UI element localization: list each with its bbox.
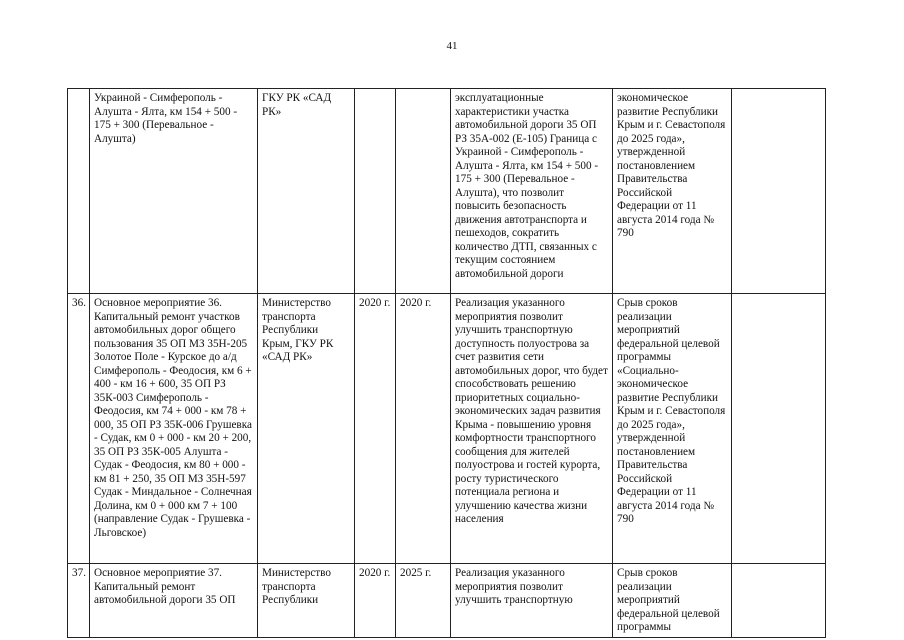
measure-name: Основное мероприятие 37. Капитальный ремонт автомобильной дороги 35 ОП (90, 564, 258, 638)
start-year (355, 89, 396, 294)
row-number: 36. (68, 294, 90, 564)
end-year (396, 89, 451, 294)
extra-column (732, 89, 826, 294)
executor: ГКУ РК «САД РК» (258, 89, 355, 294)
measure-name: Основное мероприятие 36. Капитальный ремонт участков автомобильных дорог общего пользования 35 ОП МЗ 35Н-205 Золотое Поле - Курское до а/д Симферополь - Феодосия, км 6 + 400 - км 16 + 600, 35 ОП РЗ 35К-003 Симферополь - Феодосия, км 74 + 000 - км 78 + 000, 35 ОП РЗ 35К-006 Грушевка - Судак, км 0 + 000 - км 20 + 200, 35 ОП РЗ 35К-005 Алушта - Судак - Феодосия, км 80 + 000 - км 81 + 250, 35 ОП МЗ 35Н-597 Судак - Миндальное - Солнечная Долина, км 0 + 000 км 7 + 100 (направление Судак - Грушевка - Льговское) (90, 294, 258, 564)
measure-name: Украиной - Симферополь - Алушта - Ялта, км 154 + 500 - 175 + 300 (Перевальное - Алушта) (90, 89, 258, 294)
non-implementation-consequence: Срыв сроков реализации мероприятий федеральной целевой программы (613, 564, 732, 638)
executor: Министерство транспорта Республики Крым, ГКУ РК «САД РК» (258, 294, 355, 564)
start-year: 2020 г. (355, 294, 396, 564)
non-implementation-consequence: Срыв сроков реализации мероприятий федеральной целевой программы «Социально-экономическое развитие Республики Крым и г. Севастополя до 2025 года», утвержденной постановлением Правительства Российской Федерации от 11 августа 2014 года № 790 (613, 294, 732, 564)
program-table (67, 88, 826, 638)
expected-result: Реализация указанного мероприятия позволит улучшить транспортную (451, 564, 613, 638)
row-number: 37. (68, 564, 90, 638)
page-number: 41 (446, 40, 458, 52)
end-year: 2020 г. (396, 294, 451, 564)
table-row (68, 564, 826, 638)
start-year: 2020 г. (355, 564, 396, 638)
table-row (68, 294, 826, 564)
extra-column (732, 294, 826, 564)
executor: Министерство транспорта Республики (258, 564, 355, 638)
row-number (68, 89, 90, 294)
non-implementation-consequence: экономическое развитие Республики Крым и г. Севастополя до 2025 года», утвержденной постановлением Правительства Российской Федерации от 11 августа 2014 года № 790 (613, 89, 732, 294)
table-row (68, 89, 826, 294)
extra-column (732, 564, 826, 638)
end-year: 2025 г. (396, 564, 451, 638)
expected-result: Реализация указанного мероприятия позволит улучшить транспортную доступность полуострова за счет развития сети автомобильных дорог, что будет способствовать решению приоритетных социально-экономических задач развития Крыма - повышению уровня комфортности транспортного сообщения для жителей полуострова и гостей курорта, росту туристического потенциала региона и улучшению качества жизни населения (451, 294, 613, 564)
expected-result: эксплуатационные характеристики участка автомобильной дороги 35 ОП РЗ 35А-002 (Е-105) Граница с Украиной - Симферополь - Алушта - Ялта, км 154 + 500 - 175 + 300 (Перевальное - Алушта), что позволит повысить безопасность движения автотранспорта и пешеходов, сократить количество ДТП, связанных с текущим состоянием автомобильной дороги (451, 89, 613, 294)
